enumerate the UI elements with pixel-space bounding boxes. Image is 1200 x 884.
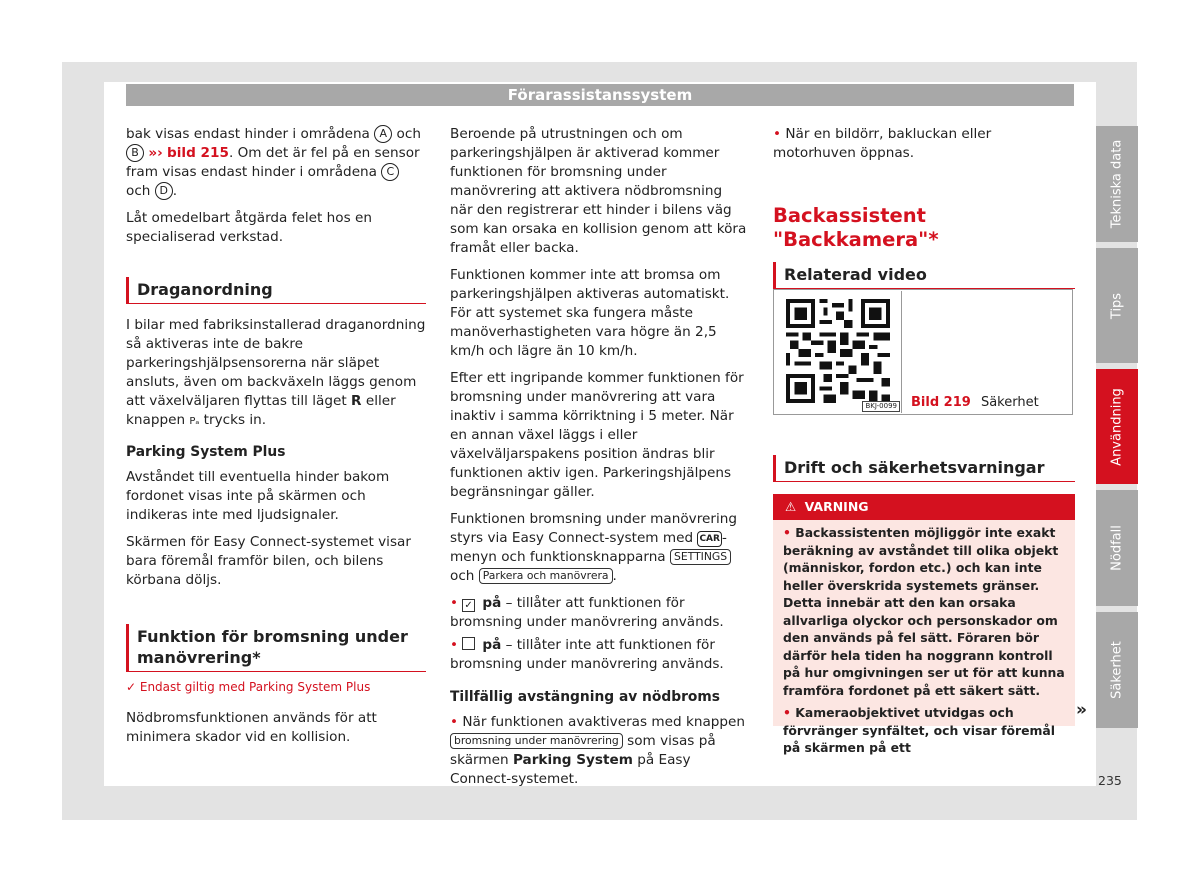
tab-tekniska-data[interactable]: Tekniska data [1096, 126, 1138, 242]
tab-tips[interactable]: Tips [1096, 248, 1138, 363]
section-heading-drift: Drift och säkerhetsvarningar [773, 455, 1075, 482]
warning-header: ⚠ VARNING [773, 494, 1075, 520]
paragraph-emergency-brake: Nödbromsfunktionen används för att minimera skador vid en kollision. [126, 710, 377, 745]
paragraph-sensor-areas: bak visas endast hinder i områdena A och B »› bild 215. Om det är fel på en sensor fram visas endast hinder i områdena C och D . [126, 126, 421, 199]
warning-triangle-icon: ⚠ [785, 499, 797, 514]
bullet-deactivate: • När funktionen avaktiveras med knappen bromsning under manövrering som visas på skärmen Parking System på Easy Connect-systemet. [450, 714, 746, 787]
bullet-icon: • [450, 595, 459, 611]
car-key-icon: CAR [697, 531, 722, 547]
parkera-key: Parkera och manövrera [479, 568, 613, 584]
subheading-temp-off: Tillfällig avstängning av nödbroms [450, 689, 720, 705]
parking-key-icon: Pₐ [189, 416, 200, 427]
continue-arrow-icon: » [1076, 700, 1087, 720]
tab-nodfall[interactable]: Nödfall [1096, 490, 1138, 606]
warning-item-1: • Backassistenten möjliggör inte exakt beräkning av avståndet till olika objekt (människor, fordon etc.) och kan inte heller överskrida systemets gränser. Detta innebär att den kan orsaka allvarliga olyckor och personskador om den används på fel sätt. Föraren bör därför hela tiden ha noggrann kontroll på hur omgivningen ser ut för att kunna framföra fordonet på ett säkert sätt. [783, 525, 1065, 698]
related-video-box[interactable] [773, 289, 1073, 415]
paragraph-distance: Avståndet till eventuella hinder bakom fordonet visas inte på skärmen och indikeras inte med ljudsignaler. [126, 469, 390, 523]
circle-label-c: C [381, 163, 399, 181]
tab-sakerhet[interactable]: Säkerhet [1096, 612, 1138, 728]
paragraph-workshop: Låt omedelbart åtgärda felet hos en specialiserad verkstad. [126, 210, 372, 245]
section-heading-video: Relaterad video [773, 262, 1075, 289]
brake-key: bromsning under manövrering [450, 733, 623, 749]
bullet-icon: • [450, 637, 459, 653]
bullet-icon: • [773, 126, 782, 142]
empty-box-icon [462, 637, 475, 650]
column-2 [450, 125, 748, 797]
paragraph-screen: Skärmen för Easy Connect-systemet visar bara föremål framför bilen, och bilens körbana döljs. [126, 534, 411, 588]
chapter-header: Förarassistanssystem [126, 84, 1074, 106]
bullet-door-open: • När en bildörr, bakluckan eller motorhuven öppnas. [773, 126, 992, 161]
video-code-label: BKJ-0099 [862, 401, 900, 412]
paragraph-after-intervention: Efter ett ingripande kommer funktionen för bromsning under manövrering att vara inaktiv i samma körriktning i 5 meter. När en annan växel läggs i eller växelväljarspakens position ändras blir funktionen aktiv igen. Parkeringshjälpens begränsningar gäller. [450, 370, 744, 500]
checked-box-icon: ✓ [462, 599, 475, 612]
circle-label-b: B [126, 144, 144, 162]
paragraph-draganordning: I bilar med fabriksinstallerad draganordning så aktiveras inte de bakre parkeringshjälpsensorerna när släpet ansluts, även om backväxeln läggs genom att växelväljaren flyttas till läget R eller knappen Pₐ trycks in. [126, 317, 426, 428]
validity-note: ✓ Endast giltig med Parking System Plus [126, 680, 371, 694]
subheading-parking-system-plus: Parking System Plus [126, 444, 286, 460]
section-heading-funktion: Funktion för bromsning under manövrering* [126, 624, 426, 672]
settings-key: SETTINGS [670, 549, 731, 565]
section-title-backassistent: Backassistent "Backkamera"* [773, 204, 939, 251]
figure-arrow-icon: »› [148, 145, 163, 161]
qr-code-panel [775, 291, 902, 413]
figure-link[interactable]: bild 215 [167, 145, 229, 161]
bullet-unchecked: • på – tillåter inte att funktionen för bromsning under manövrering används. [450, 637, 724, 672]
bullet-checked: • ✓ på – tillåter att funktionen för bromsning under manövrering används. [450, 595, 724, 630]
circle-label-d: D [155, 182, 173, 200]
warning-body [773, 520, 1075, 757]
bullet-icon: • [450, 714, 459, 730]
qr-code-icon [786, 299, 890, 403]
column-1 [126, 125, 426, 755]
warning-item-2: • Kameraobjektivet utvidgas och förvränger synfältet, och visar föremål på skärmen på ett [783, 705, 1056, 755]
paragraph-control: Funktionen bromsning under manövrering styrs via Easy Connect-system med CAR -menyn och funktionsknapparna SETTINGS och Parkera och manövrera . [450, 511, 737, 584]
drift-heading-wrap [773, 455, 1075, 482]
tab-anvandning[interactable]: Användning [1096, 369, 1138, 484]
figure-caption: Bild 219 Säkerhet [911, 395, 1039, 410]
column-3 [773, 125, 1075, 289]
page-number: 235 [1098, 773, 1122, 788]
warning-box [773, 494, 1075, 755]
paragraph-speed: Funktionen kommer inte att bromsa om parkeringshjälpen aktiveras automatiskt. För att systemet ska fungera måste manöverhastigheten vara högre än 2,5 km/h och lägre än 10 km/h. [450, 267, 730, 359]
circle-label-a: A [374, 125, 392, 143]
section-heading-draganordning: Draganordning [126, 277, 426, 304]
paragraph-equipment: Beroende på utrustningen och om parkeringshjälpen är aktiverad kommer funktionen för bromsning under manövrering att aktivera nödbromsning när den registrerar ett hinder i bilens väg som kan orsaka en kollision genom att köra framåt eller backa. [450, 126, 747, 256]
